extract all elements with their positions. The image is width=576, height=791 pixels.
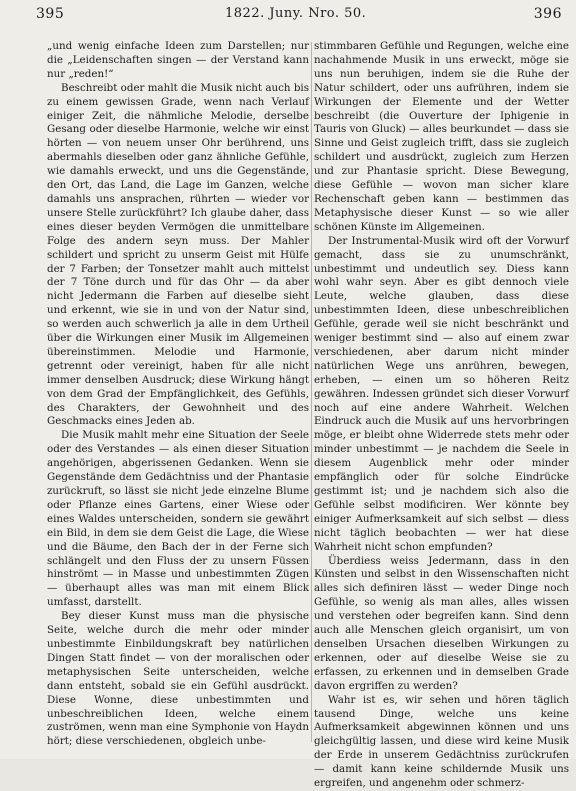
page-header xyxy=(0,0,576,26)
paragraph: Bey dieser Kunst muss man die physische Seite, welche durch die mehr oder minder unbestimmte Einbildungskraft bey natürlichen Dingen Statt findet — von der moralischen oder metaphysischen Seite unterscheiden, welche dann entsteht, sobald sie ein Gefühl ausdrückt. Diese Wonne, diese unbestimmten und unbeschreiblichen Ideen, welche einem zuströmen, wenn man eine Symphonie von Haydn hört; diese verschiedenen, obgleich unbe- xyxy=(47,610,309,748)
running-header-date: 1822. Juny. Nro. 50. xyxy=(225,6,367,21)
paragraph: Der Instrumental-Musik wird oft der Vorwurf gemacht, dass sie zu unumschränkt, unbestimmt und undeutlich sey. Diess kann wohl wahr seyn. Aber es gibt dennoch viele Leute, welche glauben, dass diese unbestimmten Ideen, diese unbeschreiblichen Gefühle, gerade weil sie nicht beschränkt und weniger bestimmt sind — also auf einem zwar verschiedenen, aber darum nicht minder natürlichen Wege uns anrühren, bewegen, erheben, — einen um so höheren Reitz gewähren. Indessen gründet sich dieser Vorwurf noch auf eine andere Wahrheit. Welchen Eindruck auch die Musik auf uns hervorbringen möge, er bleibt ohne Widerrede stets mehr oder minder unbestimmt — je nachdem die Seele in diesem Augenblick mehr oder minder empfänglich oder für solche Eindrücke gestimmt ist; und je nachdem sich also die Gefühle selbst modificiren. Wer könnte bey einiger Aufmerksamkeit auf sich selbst — diess nicht täglich beobachten — wer hat diese Wahrheit nicht schon empfunden? xyxy=(314,234,569,553)
right-page-number: 396 xyxy=(533,6,562,22)
right-text-column xyxy=(314,40,569,790)
left-page-number: 395 xyxy=(36,6,65,22)
paragraph: stimmbaren Gefühle und Regungen, welche eine nachahmende Musik in uns erweckt, möge sie uns nun beruhigen, indem sie die Ruhe der Natur schildert, oder uns aufrühren, indem sie Wirkungen der Elemente und der Wetter beschreibt (die Ouverture der Iphigenie in Tauris von Gluck) — alles beurkundet — dass sie Sinne und Geist zugleich trifft, dass sie zugleich schildert und ausdrückt, zugleich zum Herzen und zur Phantasie spricht. Diese Bewegung, diese Gefühle — wovon man sicher klare Rechenschaft geben kann — bestimmen das Metaphysische dieser Kunst — so wie aller schönen Künste im Allgemeinen. xyxy=(314,40,569,233)
paragraph: Wahr ist es, wir sehen und hören täglich tausend Dinge, welche uns keine Aufmerksamkeit abgewinnen können und uns gleichgültig lassen, und diese wird keine Musik der Erde in unserem Gedächtniss zurückrufen — damit kann keine schildernde Musik uns ergreifen, und angenehm oder schmerz- xyxy=(314,693,569,790)
paragraph: Beschreibt oder mahlt die Musik nicht auch bis zu einem gewissen Grade, wenn nach Verlauf einiger Zeit, die nähmliche Melodie, derselbe Gesang oder dieselbe Harmonie, welche wir einst hörten — von neuem unser Ohr berührend, uns abermahls dieselben oder ganz ähnliche Gefühle, wie damahls erweckt, und uns die Gegenstände, den Ort, das Land, die Lage im Ganzen, welche damahls uns ansprachen, rührten — wieder vor unsere Stelle zurückführt? Ich glaube daher, dass eines dieser beyden Vermögen die unmittelbare Folge des andern seyn muss. Der Mahler schildert und spricht zu unserm Geist mit Hülfe der 7 Farben; der Tonsetzer mahlt auch mittelst der 7 Töne durch und für das Ohr — da aber nicht Jedermann die Farben auf dieselbe sieht und erkennt, wie sie in und von der Natur sind, so werden auch schwerlich ja alle in dem Urtheil über die Wirkungen einer Musik im Allgemeinen übereinstimmen. Melodie und Harmonie, getrennt oder vereinigt, haben für alle nicht immer denselben Ausdruck; diese Wirkung hängt von dem Grad der Empfänglichkeit, des Gefühls, des Charakters, der Gewohnheit und des Geschmacks eines Jeden ab. xyxy=(47,81,309,428)
paragraph: „und wenig einfache Ideen zum Darstellen; nur die „Leidenschaften singen — der Verstand kann nur „reden!“ xyxy=(47,40,309,80)
paragraph: Die Musik mahlt mehr eine Situation der Seele oder des Verstandes — als einen dieser Situation angehörigen, abgerissenen Gedanken. Wenn sie Gegenstände dem Gedächtniss und der Phantasie zurückruft, so lässt sie nicht jede einzelne Blume oder Pflanze eines Gartens, einer Wiese oder eines Waldes unterscheiden, sondern sie gewährt ein Bild, in dem sie dem Geist die Lage, die Wiese und die Bäume, den Bach der in der Ferne sich schlängelt und den Fluss der zu unsern Füssen hinströmt — in Masse und unbestimmten Zügen — überhaupt alles was man mit einem Blick umfasst, darstellt. xyxy=(47,429,309,609)
column-divider xyxy=(311,42,312,742)
paragraph: Überdiess weiss Jedermann, dass in den Künsten und selbst in den Wissenschaften nicht alles sich definiren lässt — weder Dinge noch Gefühle, so wenig als man alles, alles wissen und verstehen oder begreifen kann. Sind denn auch alle Menschen gleich organisirt, um von denselben Ursachen dieselben Wirkungen zu erkennen, oder auf dieselbe Weise sie zu erfassen, zu erkennen und in demselben Grade davon ergriffen zu werden? xyxy=(314,554,569,692)
left-text-column xyxy=(47,40,309,750)
